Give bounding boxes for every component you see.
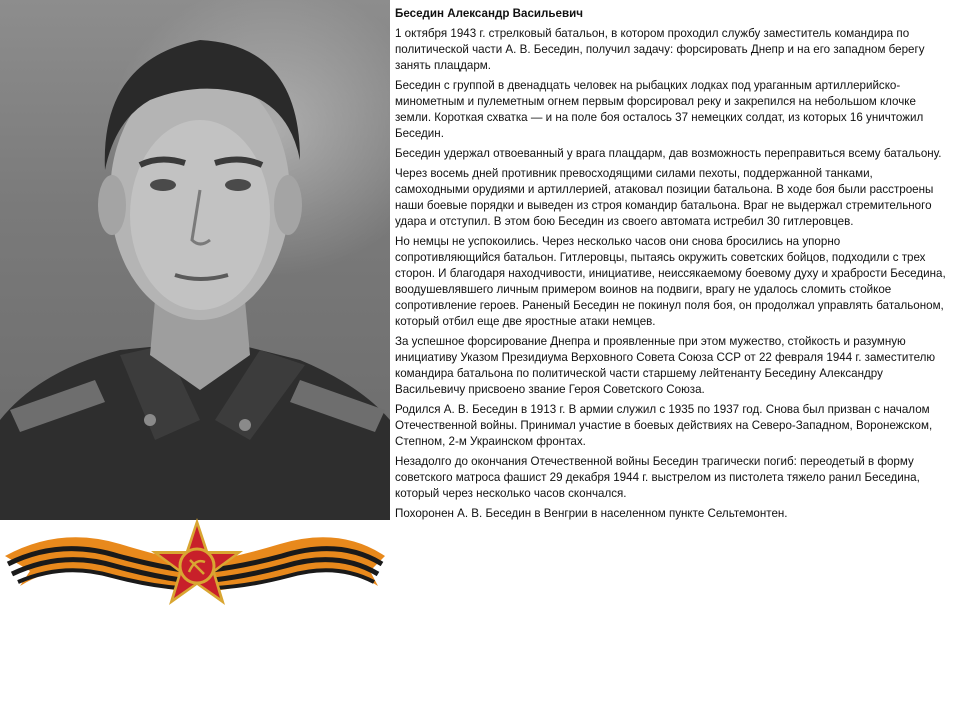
article-title: Беседин Александр Васильевич — [395, 7, 583, 20]
portrait-photo — [0, 0, 390, 520]
article-paragraph: Незадолго до окончания Отечественной войны Беседин трагически погиб: переодетый в форму советского матроса фашист 29 декабря 1944 г. выстрелом из пистолета тяжело ранил Беседина, который через несколько часов скончался. — [395, 455, 920, 500]
article-paragraph: Беседин с группой в двенадцать человек на рыбацких лодках под ураганным артиллерийско-минометным и пулеметным огнем первым форсировал реку и закрепился на небольшом клочке земли. Короткая схватка — и на поле боя осталось 37 немецких солдат, из которых 16 уничтожил Беседин. — [395, 79, 924, 140]
portrait-figure — [0, 0, 390, 520]
st-george-ribbon-left — [5, 537, 185, 591]
article-paragraph: Но немцы не успокоились. Через несколько часов они снова бросились на упорно сопротивляющийся батальон. Гитлеровцы, пытаясь окружить советских бойцов, подходили с трех сторон. И благодаря находчивости, инициативе, неиссякаемому боевому духу и храбрости Беседина, воодушевлявшего личным примером воинов на подвиги, врагу не удалось сломить стойкое сопротивление героев. Раненый Беседин не покинул поля боя, он продолжал управлять батальоном, который отбил еще две яростные атаки немцев. — [395, 235, 946, 328]
st-george-ribbon-right — [210, 537, 385, 591]
article-text — [395, 6, 947, 526]
st-george-ribbon-with-order-star — [0, 516, 390, 616]
article-paragraph: Родился А. В. Беседин в 1913 г. В армии служил с 1935 по 1937 год. Снова был призван с началом Отечественной войны. Принимал участие в боевых действиях на Северо-Западном, Воронежском, Степном, 2-м Украинском фронтах. — [395, 403, 933, 448]
article-paragraph: 1 октября 1943 г. стрелковый батальон, в котором проходил службу заместитель командира по политической части А. В. Беседин, получил задачу: форсировать Днепр и на его западном берегу занять плацдарм. — [395, 27, 925, 72]
article-paragraph: Беседин удержал отвоеванный у врага плацдарм, дав возможность переправиться всему батальону. — [395, 147, 942, 160]
article-paragraph: За успешное форсирование Днепра и проявленные при этом мужество, стойкость и разумную инициативу Указом Президиума Верховного Совета Союза ССР от 22 февраля 1944 г. заместителю командира батальона по политической части старшему лейтенанту Беседину Александру Васильевичу присвоено звание Героя Советского Союза. — [395, 335, 936, 396]
article-paragraph: Похоронен А. В. Беседин в Венгрии в населенном пункте Сельтемонтен. — [395, 507, 788, 520]
article-paragraph: Через восемь дней противник превосходящими силами пехоты, поддержанной танками, самоходными орудиями и артиллерией, атаковал позиции батальона. В ходе боя были расстроены наши боевые порядки и выведен из строя командир батальона. Враг не выдержал стремительного удара и отступил. В этом бою Беседин из своего автомата истребил 30 гитлеровцев. — [395, 167, 934, 228]
